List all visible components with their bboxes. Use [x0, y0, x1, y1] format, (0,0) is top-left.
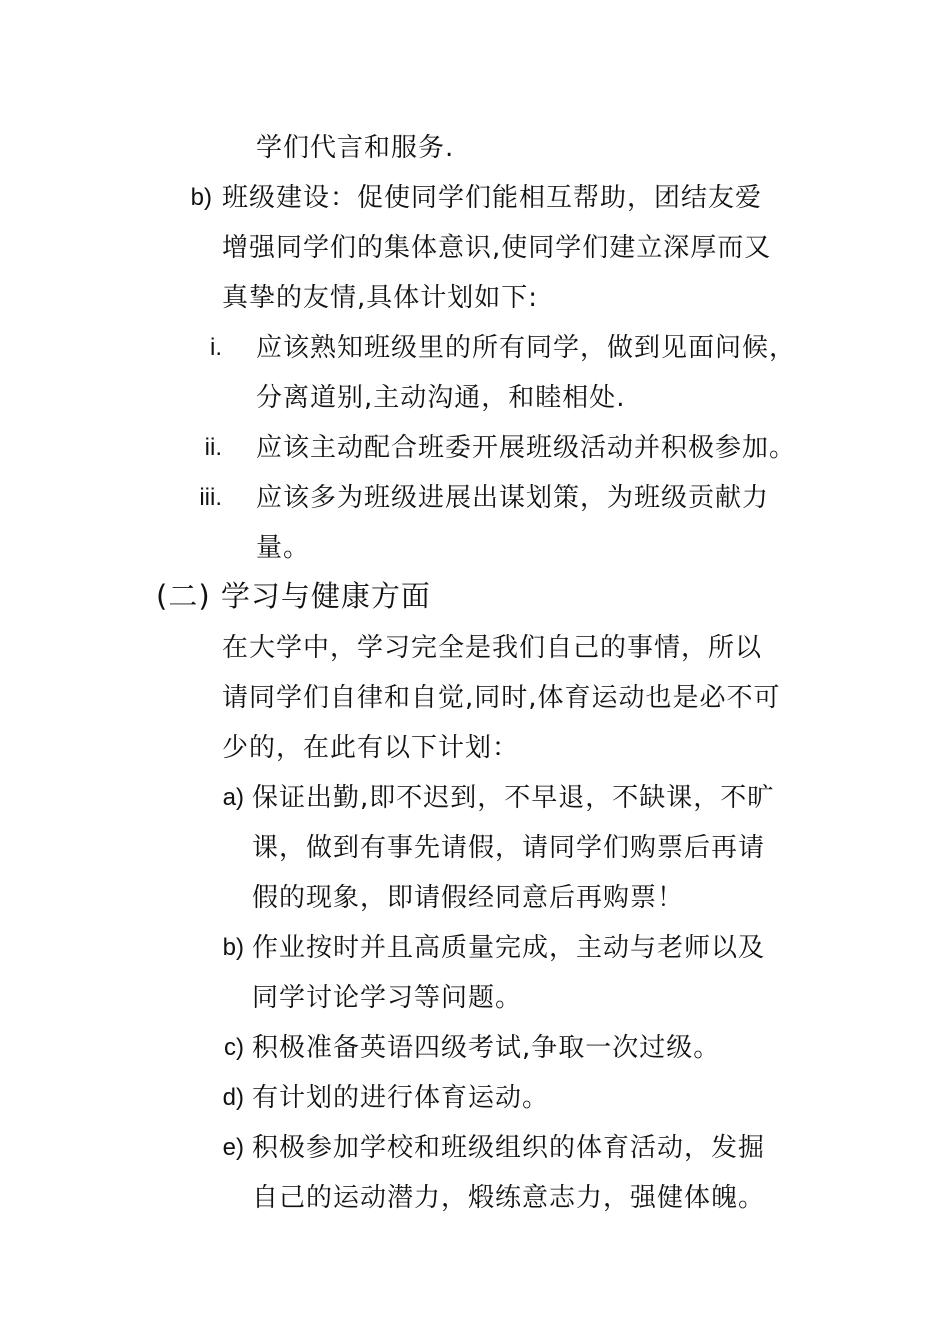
list-item-text: 有计划的进行体育运动。	[252, 1083, 550, 1113]
list-marker: iii.	[199, 484, 222, 511]
list-item-text: 课，做到有事先请假，请同学们购票后再请	[252, 833, 766, 863]
list-item-text: 应该熟知班级里的所有同学，做到见面问候，	[256, 333, 797, 363]
list-marker: ii.	[204, 434, 222, 461]
list-marker: b)	[190, 184, 212, 211]
paragraph-line: 请同学们自律和自觉,同时,体育运动也是必不可	[222, 683, 781, 713]
list-item-text: 作业按时并且高质量完成，主动与老师以及	[252, 933, 766, 963]
list-item-text: 自己的运动潜力，煅练意志力，强健体魄。	[252, 1183, 766, 1213]
list-item-text: 假的现象，即请假经同意后再购票！	[252, 883, 685, 913]
list-item-text: 应该多为班级进展出谋划策，为班级贡献力	[256, 483, 770, 513]
intro-tail-text: 学们代言和服务.	[256, 133, 455, 163]
list-item-text: 真挚的友情,具体计划如下:	[222, 283, 539, 313]
list-item-text: 增强同学们的集体意识,使同学们建立深厚而又	[222, 233, 772, 263]
section-heading: (二) 学习与健康方面	[156, 579, 431, 613]
paragraph-line: 在大学中，学习完全是我们自己的事情，所以	[222, 633, 763, 663]
list-item-text: 分离道别,主动沟通，和睦相处.	[256, 383, 626, 413]
list-item-text: 量。	[256, 533, 311, 563]
paragraph-line: 少的，在此有以下计划：	[222, 733, 520, 763]
list-marker: e)	[222, 1134, 244, 1161]
list-item-text: 应该主动配合班委开展班级活动并积极参加。	[256, 433, 797, 463]
list-marker: a)	[222, 784, 244, 811]
list-item-text: 积极准备英语四级考试,争取一次过级。	[252, 1033, 721, 1063]
list-item-text: 保证出勤,即不迟到，不早退，不缺课，不旷	[252, 783, 775, 813]
list-item-text: 积极参加学校和班级组织的体育活动，发掘	[252, 1133, 766, 1163]
list-marker: b)	[222, 934, 244, 961]
list-item-text: 班级建设：促使同学们能相互帮助，团结友爱	[222, 183, 763, 213]
list-marker: d)	[222, 1084, 244, 1111]
list-marker: i.	[210, 334, 222, 361]
list-marker: c)	[224, 1034, 244, 1061]
list-item-text: 同学讨论学习等问题。	[252, 983, 523, 1013]
